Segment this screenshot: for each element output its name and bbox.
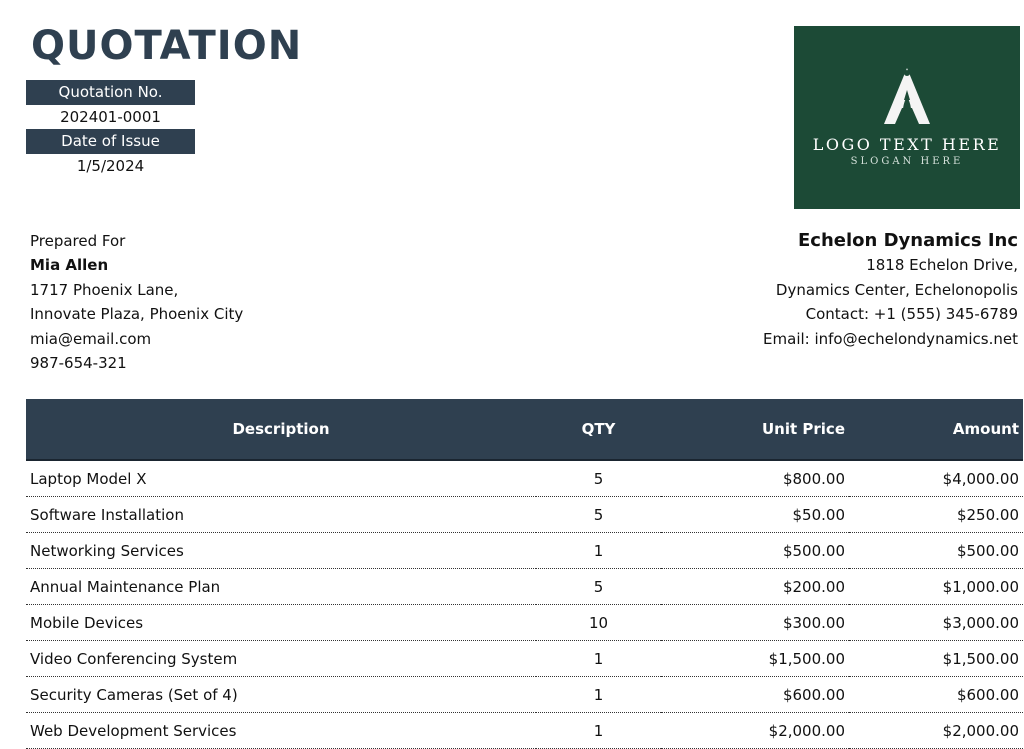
header-qty: QTY: [536, 399, 661, 460]
cell-description: Security Cameras (Set of 4): [26, 677, 536, 713]
header-description: Description: [26, 399, 536, 460]
client-address-line1: 1717 Phoenix Lane,: [30, 280, 179, 299]
cell-qty: 1: [536, 677, 661, 713]
table-row: [26, 460, 1023, 497]
table-header-row: [26, 399, 1023, 460]
header-amount: Amount: [849, 399, 1023, 460]
cell-qty: 10: [536, 605, 661, 641]
company-block: [763, 229, 1018, 351]
cell-unit-price: $1,500.00: [661, 641, 849, 677]
cell-qty: 5: [536, 460, 661, 497]
table-row: [26, 569, 1023, 605]
cell-amount: $600.00: [849, 677, 1023, 713]
cell-qty: 1: [536, 641, 661, 677]
cell-unit-price: $300.00: [661, 605, 849, 641]
cell-qty: 1: [536, 713, 661, 749]
cell-amount: $3,000.00: [849, 605, 1023, 641]
cell-qty: 1: [536, 533, 661, 569]
company-logo: [794, 26, 1020, 209]
table-row: [26, 605, 1023, 641]
table-row: [26, 713, 1023, 749]
header-unit-price: Unit Price: [661, 399, 849, 460]
prepared-for-block: [30, 229, 243, 375]
cell-description: Laptop Model X: [26, 460, 536, 497]
cell-description: Mobile Devices: [26, 605, 536, 641]
logo-emblem-icon: [794, 26, 1020, 209]
quotation-no-label: Quotation No.: [26, 80, 195, 105]
client-email: mia@email.com: [30, 329, 152, 348]
client-name: Mia Allen: [30, 256, 109, 275]
cell-qty: 5: [536, 497, 661, 533]
cell-unit-price: $2,000.00: [661, 713, 849, 749]
cell-unit-price: $200.00: [661, 569, 849, 605]
company-name: Echelon Dynamics Inc: [798, 230, 1018, 251]
cell-qty: 5: [536, 569, 661, 605]
table-row: [26, 641, 1023, 677]
cell-amount: $500.00: [849, 533, 1023, 569]
cell-unit-price: $500.00: [661, 533, 849, 569]
cell-unit-price: $50.00: [661, 497, 849, 533]
company-email: Email: info@echelondynamics.net: [763, 329, 1018, 348]
cell-description: Web Development Services: [26, 713, 536, 749]
date-of-issue-label: Date of Issue: [26, 129, 195, 154]
cell-amount: $4,000.00: [849, 460, 1023, 497]
cell-description: Video Conferencing System: [26, 641, 536, 677]
cell-unit-price: $800.00: [661, 460, 849, 497]
table-row: [26, 677, 1023, 713]
cell-amount: $250.00: [849, 497, 1023, 533]
logo-text: LOGO TEXT HERE: [812, 135, 1002, 154]
table-row: [26, 497, 1023, 533]
date-of-issue-value: 1/5/2024: [76, 157, 145, 175]
table-row: [26, 533, 1023, 569]
company-contact: Contact: +1 (555) 345-6789: [805, 305, 1018, 324]
cell-amount: $1,500.00: [849, 641, 1023, 677]
client-address-line2: Innovate Plaza, Phoenix City: [30, 305, 244, 324]
cell-description: Annual Maintenance Plan: [26, 569, 536, 605]
cell-amount: $1,000.00: [849, 569, 1023, 605]
client-phone: 987-654-321: [30, 354, 127, 373]
logo-slogan: SLOGAN HERE: [850, 156, 964, 167]
cell-description: Software Installation: [26, 497, 536, 533]
cell-amount: $2,000.00: [849, 713, 1023, 749]
document-title: QUOTATION: [31, 23, 303, 69]
company-address-line2: Dynamics Center, Echelonopolis: [775, 280, 1018, 299]
cell-description: Networking Services: [26, 533, 536, 569]
items-table: [26, 399, 1023, 749]
quotation-no-value: 202401-0001: [60, 108, 161, 126]
cell-unit-price: $600.00: [661, 677, 849, 713]
prepared-for-label: Prepared For: [30, 232, 126, 250]
company-address-line1: 1818 Echelon Drive,: [866, 256, 1018, 275]
